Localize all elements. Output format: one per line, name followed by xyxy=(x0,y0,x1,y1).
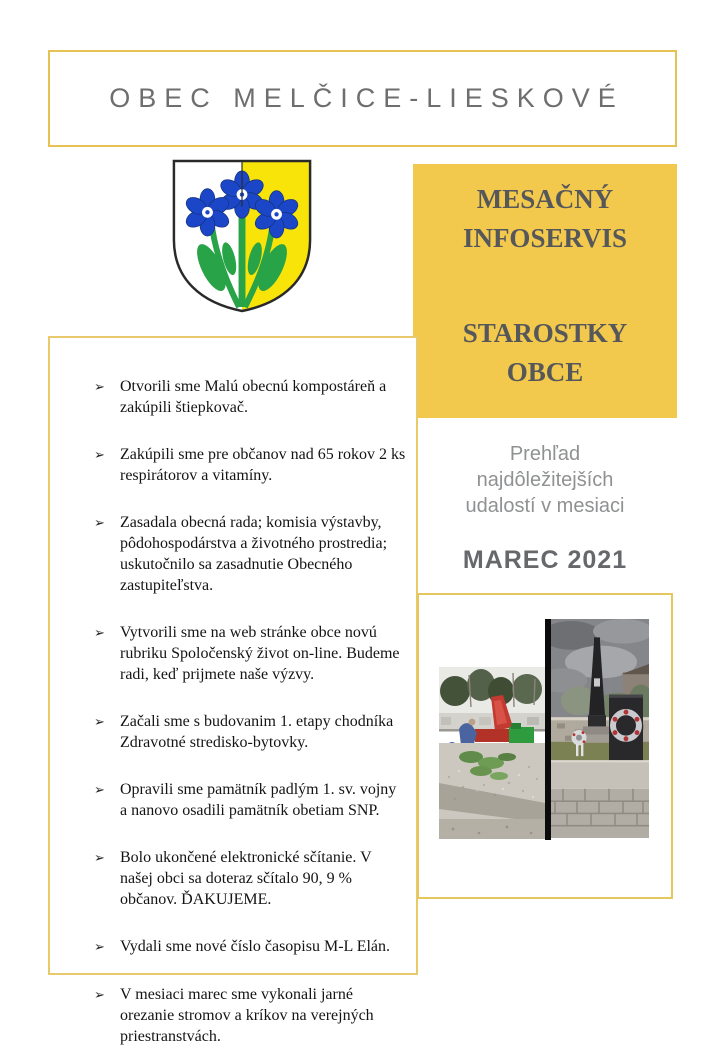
list-item xyxy=(94,376,406,418)
masthead-box xyxy=(413,164,677,418)
arrow-bullet-icon: ➢ xyxy=(94,851,105,866)
list-item-text: V mesiaci marec sme vykonali jarné orezanie stromov a kríkov na verejných priestranstvách. xyxy=(120,986,374,1045)
subtitle xyxy=(413,441,677,519)
news-list-box xyxy=(48,336,418,1045)
list-item xyxy=(94,512,406,596)
header-banner xyxy=(48,50,677,147)
arrow-bullet-icon: ➢ xyxy=(94,626,105,641)
month-label: MAREC 2021 xyxy=(462,546,628,574)
list-item-text: Začali sme s budovanim 1. etapy chodníka Zdravotné stredisko-bytovky. xyxy=(120,713,394,751)
arrow-bullet-icon: ➢ xyxy=(94,516,105,531)
photo-war-memorial xyxy=(551,619,649,838)
list-item xyxy=(94,622,406,685)
arrow-bullet-icon: ➢ xyxy=(94,783,105,798)
list-item-text: Vytvorili sme na web stránke obce novú rubriku Spoločenský život on-line. Budeme radi, keď prijmete naše výzvy. xyxy=(120,624,400,683)
arrow-bullet-icon: ➢ xyxy=(94,380,105,395)
masthead-line: MESAČNÝ xyxy=(476,184,614,214)
arrow-bullet-icon: ➢ xyxy=(94,940,105,955)
arrow-bullet-icon: ➢ xyxy=(94,988,105,1003)
masthead-line: OBCE xyxy=(506,357,584,387)
masthead-line: INFOSERVIS xyxy=(462,223,628,253)
list-item-text: Vydali sme nové číslo časopisu M-L Elán. xyxy=(120,938,391,955)
list-item-text: Opravili sme pamätník padlým 1. sv. vojny a nanovo osadili pamätník obetiam SNP. xyxy=(120,781,397,819)
list-item-text: Zasadala obecná rada; komisia výstavby, pôdohospodárstva a životného prostredia; uskutočnilo sa zasadnutie Obecného zastupiteľstva. xyxy=(120,514,388,594)
masthead-line: STAROSTKY xyxy=(462,318,628,348)
subtitle-line: Prehľad xyxy=(509,443,581,465)
list-item xyxy=(94,936,406,958)
arrow-bullet-icon: ➢ xyxy=(94,448,105,463)
list-item xyxy=(94,984,406,1047)
list-item xyxy=(94,444,406,486)
list-item-text: Otvorili sme Malú obecnú kompostáreň a zakúpili štiepkovač. xyxy=(120,378,387,416)
photo-collage-box xyxy=(417,593,673,899)
list-item xyxy=(94,847,406,910)
list-item-text: Zakúpili sme pre občanov nad 65 rokov 2 ks respirátorov a vitamíny. xyxy=(120,446,406,484)
coat-of-arms-icon xyxy=(168,156,316,316)
arrow-bullet-icon: ➢ xyxy=(94,715,105,730)
list-item xyxy=(94,711,406,753)
list-item-text: Bolo ukončené elektronické sčítanie. V našej obci sa doteraz sčítalo 90, 9 % občanov. ĎAKUJEME. xyxy=(120,849,372,908)
subtitle-line: najdôležitejších xyxy=(476,469,614,491)
page-title: OBEC MELČICE-LIESKOVÉ xyxy=(109,83,624,113)
subtitle-line: udalostí v mesiaci xyxy=(465,495,625,517)
photo-wood-chipper xyxy=(439,667,545,839)
list-item xyxy=(94,779,406,821)
